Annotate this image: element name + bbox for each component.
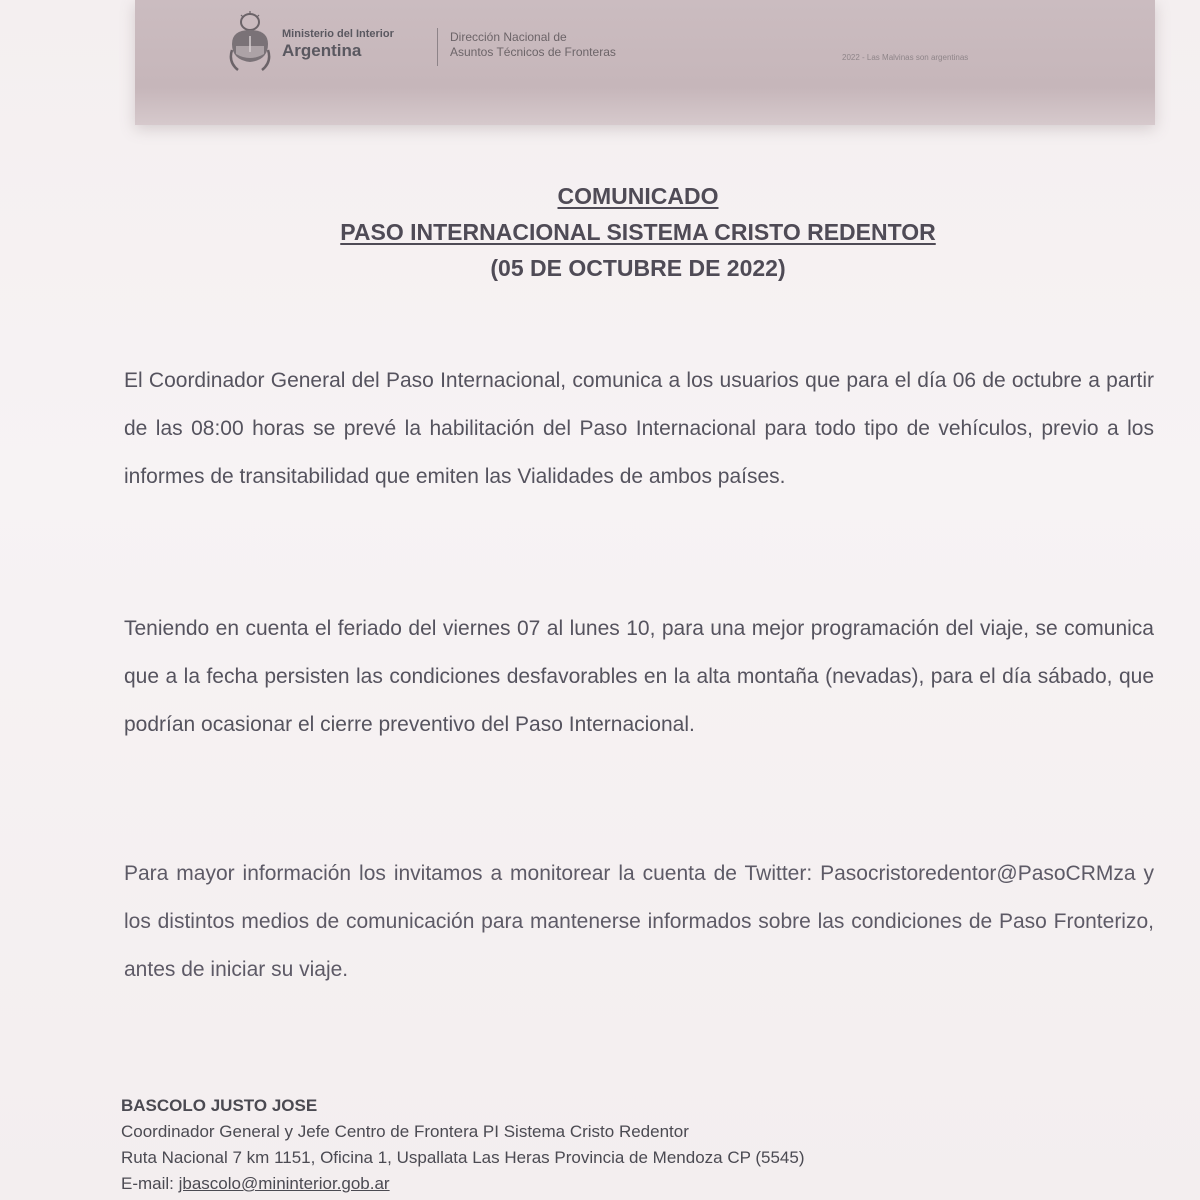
signer-email-line: [121, 1171, 805, 1197]
paragraph-weather-warning: Teniendo en cuenta el feriado del viernes 07 al lunes 10, para una mejor programación del viaje, se comunica que a la fecha persisten las condiciones desfavorables en la alta montaña (nevadas), para el día sábado, que podrían ocasionar el cierre preventivo del Paso Internacional.: [124, 617, 1154, 736]
signature-block: [121, 1093, 805, 1197]
letterhead-divider: [437, 28, 438, 66]
document-date: (05 DE OCTUBRE DE 2022): [490, 255, 786, 281]
direction-line-1: Dirección Nacional de: [450, 30, 567, 44]
document-heading: [250, 178, 1026, 286]
letterhead-band: [135, 0, 1155, 125]
signer-role: Coordinador General y Jefe Centro de Frontera PI Sistema Cristo Redentor: [121, 1122, 689, 1141]
ministry-logo-text: [282, 28, 442, 61]
signer-address: Ruta Nacional 7 km 1151, Oficina 1, Uspallata Las Heras Provincia de Mendoza CP (5545): [121, 1148, 805, 1167]
paragraph-more-info: Para mayor información los invitamos a monitorear la cuenta de Twitter: Pasocristoredentor@PasoCRMza y los distintos medios de comunicación para mantenerse informados sobre las condiciones de Paso Fronterizo, antes de iniciar su viaje.: [124, 862, 1154, 981]
year-motto: 2022 - Las Malvinas son argentinas: [842, 53, 969, 62]
email-link[interactable]: jbascolo@mininterior.gob.ar: [178, 1174, 390, 1193]
email-label: E-mail:: [121, 1174, 179, 1193]
ministry-name-small: Ministerio del Interior: [282, 28, 394, 40]
ministry-name-big: Argentina: [282, 41, 362, 60]
document-subtitle: PASO INTERNACIONAL SISTEMA CRISTO REDENTOR: [340, 219, 936, 245]
national-coat-of-arms-icon: [228, 10, 272, 74]
paragraph-opening: El Coordinador General del Paso Internacional, comunica a los usuarios que para el día 06 de octubre a partir de las 08:00 horas se prevé la habilitación del Paso Internacional para todo tipo de vehículos, previo a los informes de transitabilidad que emiten las Vialidades de ambos países.: [124, 369, 1154, 488]
direction-name: [450, 30, 616, 60]
document-title: COMUNICADO: [557, 183, 719, 209]
signer-name: BASCOLO JUSTO JOSE: [121, 1096, 318, 1115]
direction-line-2: Asuntos Técnicos de Fronteras: [450, 45, 616, 59]
